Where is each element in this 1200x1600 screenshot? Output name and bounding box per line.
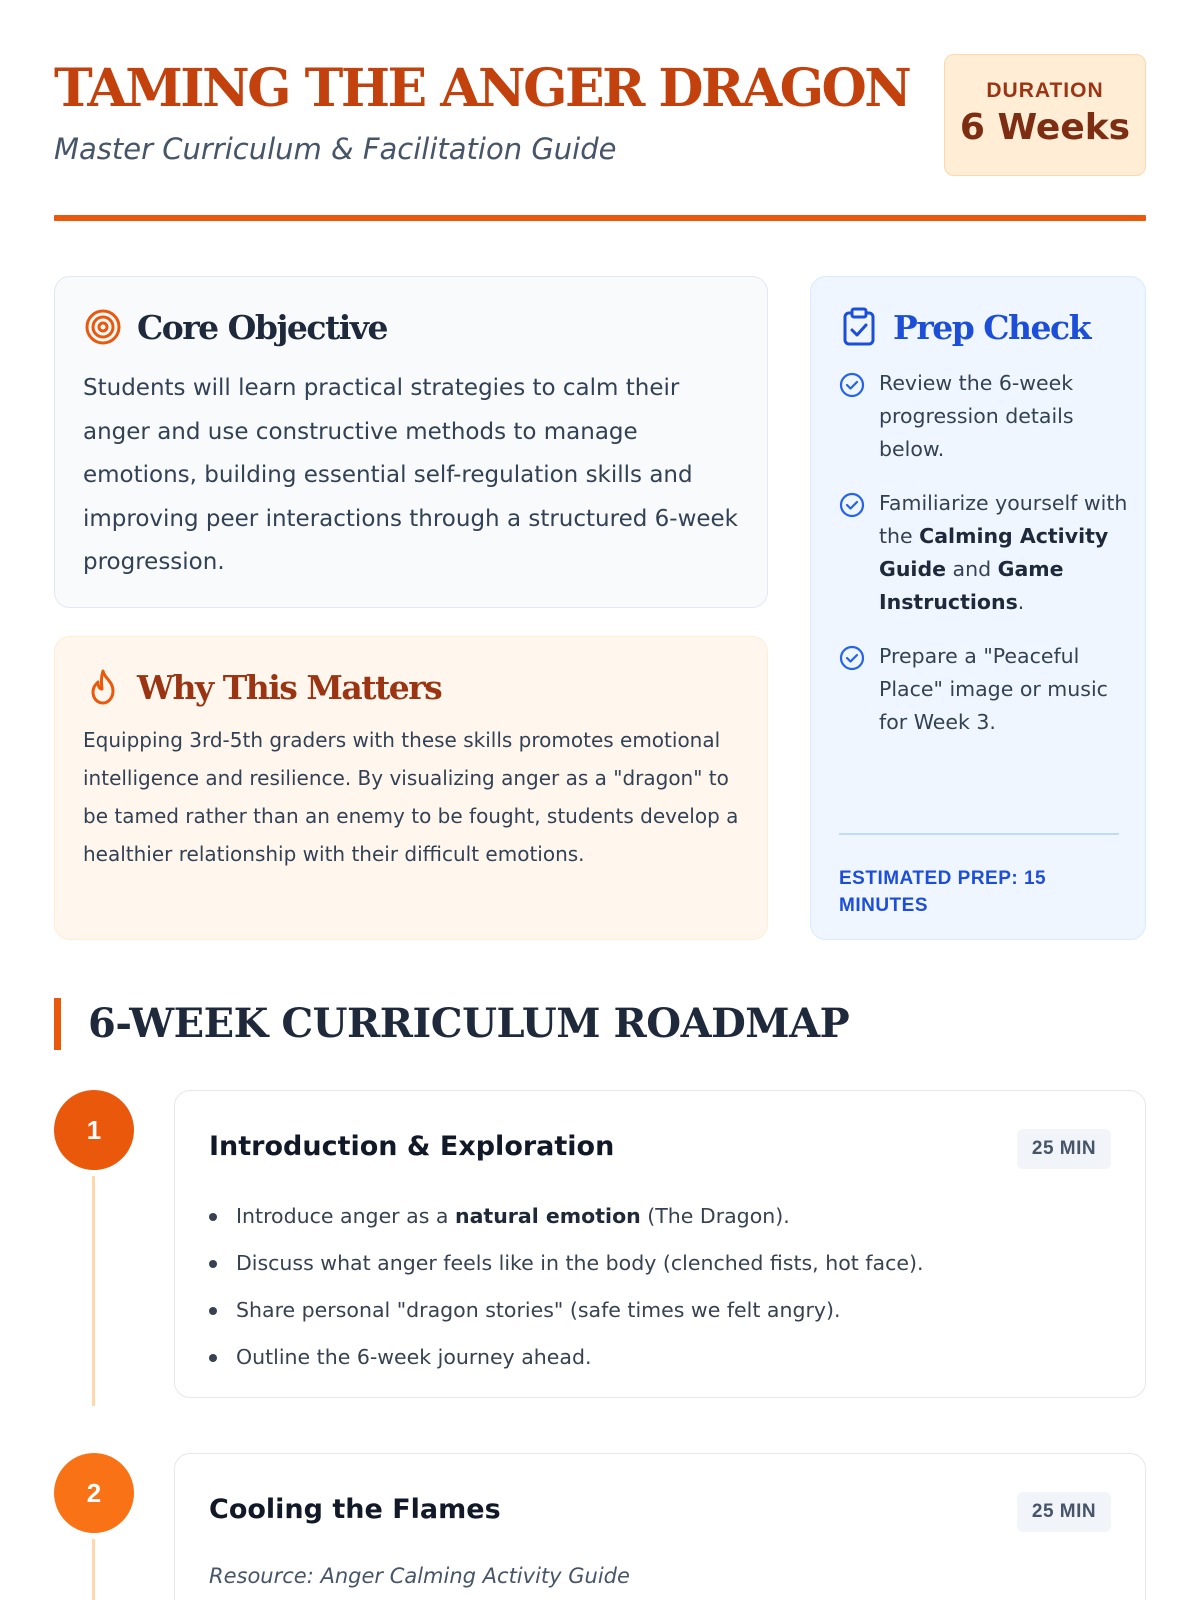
prep-item [839, 640, 1129, 739]
estimated-prep-time: ESTIMATED PREP: 15 MINUTES [839, 868, 1047, 916]
core-objective-title: Core Objective [137, 307, 387, 347]
roadmap-title: 6-WEEK CURRICULUM ROADMAP [88, 1000, 850, 1047]
week-card [174, 1453, 1146, 1600]
duration-label: DURATION [986, 79, 1104, 102]
prep-checklist [839, 367, 1129, 760]
flame-icon [83, 667, 123, 707]
core-objective-card [54, 276, 768, 608]
duration-badge [944, 54, 1146, 176]
week-number-badge: 2 [54, 1453, 134, 1533]
week-number-badge: 1 [54, 1090, 134, 1170]
calming-activity-guide-label: Calming Activity Guide [879, 524, 1109, 581]
activity-item: Introduce anger as a natural emotion (The Dragon). [209, 1193, 1109, 1240]
prep-item-text: Prepare a "Peaceful Place" image or music for Week 3. [879, 644, 1108, 734]
check-circle-icon [839, 492, 865, 518]
page-title: TAMING THE ANGER DRAGON [54, 58, 910, 119]
activity-item: Share personal "dragon stories" (safe times we felt angry). [209, 1287, 1109, 1334]
roadmap-accent-bar [54, 998, 61, 1050]
check-circle-icon [839, 372, 865, 398]
core-objective-text: Students will learn practical strategies to calm their anger and use constructive methods to manage emotions, building essential self-regulation skills and improving peer interactions through a structured 6-week progression. [83, 375, 738, 575]
why-this-matters-text: Equipping 3rd-5th graders with these skills promotes emotional intelligence and resilience. By visualizing anger as a "dragon" to be tamed rather than an enemy to be fought, students develop a healthier relationship with their difficult emotions. [83, 728, 739, 866]
page-header [54, 50, 1146, 225]
week-resource: Resource: Anger Calming Activity Guide [209, 1564, 630, 1588]
timeline-connector [92, 1539, 95, 1600]
prep-check-card [810, 276, 1146, 940]
prep-divider [839, 833, 1119, 835]
clipboard-check-icon [839, 307, 879, 347]
prep-item-text: Review the 6-week progression details below. [879, 371, 1074, 461]
check-circle-icon [839, 645, 865, 671]
core-objective-header [83, 305, 387, 349]
prep-item-text: Familiarize yourself with the Calming Activity Guide and Game Instructions. [879, 491, 1128, 614]
week-activity-list [209, 1193, 1109, 1381]
target-icon [83, 307, 123, 347]
week-title: Introduction & Exploration [209, 1131, 615, 1162]
duration-value: 6 Weeks [959, 107, 1131, 148]
why-this-matters-title: Why This Matters [137, 667, 442, 707]
prep-check-title: Prep Check [893, 307, 1090, 347]
why-this-matters-header [83, 665, 441, 709]
page-subtitle: Master Curriculum & Facilitation Guide [54, 132, 617, 166]
prep-item [839, 367, 1129, 466]
natural-emotion-label: natural emotion [454, 1204, 641, 1228]
prep-check-header [839, 305, 1090, 349]
header-divider [54, 215, 1146, 221]
prep-item [839, 487, 1129, 619]
week-title: Cooling the Flames [209, 1494, 501, 1525]
activity-item: Outline the 6-week journey ahead. [209, 1334, 1109, 1381]
timeline-connector [92, 1176, 95, 1406]
week-card [174, 1090, 1146, 1398]
why-this-matters-card [54, 636, 768, 940]
duration-tag: 25 MIN [1017, 1129, 1111, 1169]
activity-item: Discuss what anger feels like in the body (clenched fists, hot face). [209, 1240, 1109, 1287]
duration-tag: 25 MIN [1017, 1492, 1111, 1532]
game-instructions-label: Game Instructions [879, 557, 1064, 614]
